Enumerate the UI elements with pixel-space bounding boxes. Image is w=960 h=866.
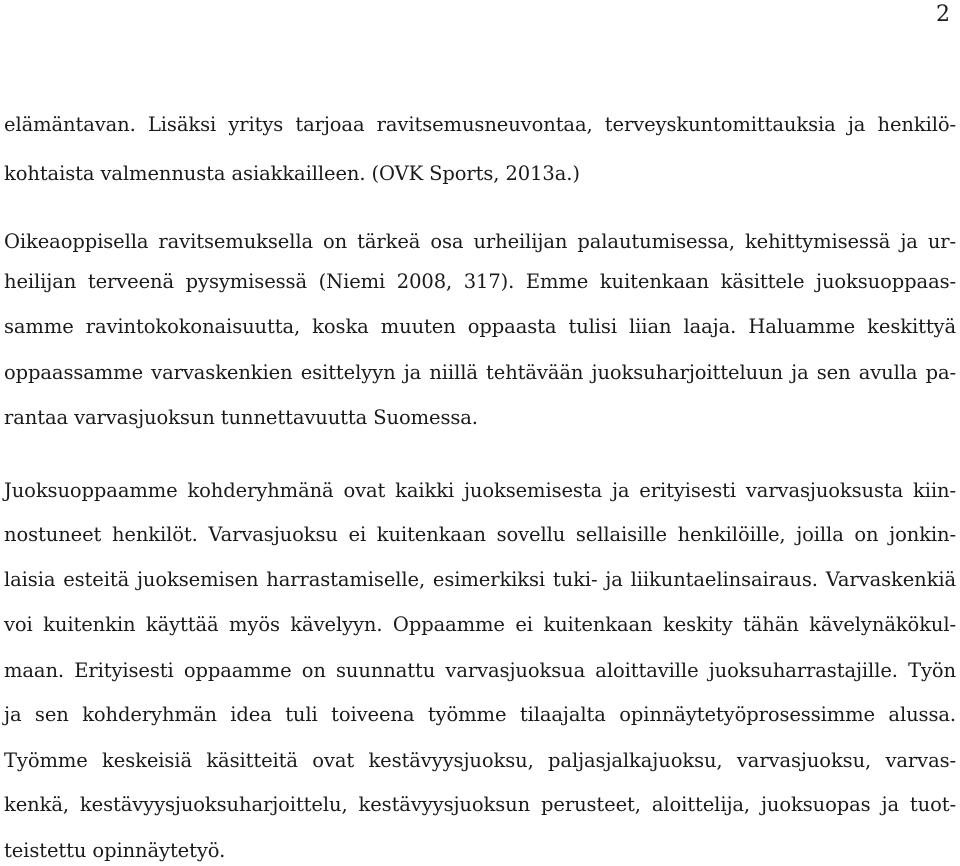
text-line: rantaa varvasjuoksun tunnettavuutta Suomessa. [4,406,478,429]
text-line: Työmme keskeisiä käsitteitä ovat kestävyysjuoksu, paljasjalkajuoksu, varvasjuoksu, varvas- [4,749,956,772]
text-line: kohtaista valmennusta asiakkailleen. (OVK Sports, 2013a.) [4,162,580,185]
text-line: Oikeaoppisella ravitsemuksella on tärkeä osa urheilijan palautumisessa, kehittymisessä ja ur- [4,230,956,253]
text-line: laisia esteitä juoksemisen harrastamiselle, esimerkiksi tuki- ja liikuntaelinsairaus. Varvaskenkiä [4,568,956,591]
text-line: kenkä, kestävyysjuoksuharjoittelu, kestävyysjuoksun perusteet, aloittelija, juoksuopas ja tuot- [4,793,956,816]
text-line: nostuneet henkilöt. Varvasjuoksu ei kuitenkaan sovellu sellaisille henkilöille, joilla on jonkin- [4,523,956,546]
text-line: heilijan terveenä pysymisessä (Niemi 2008, 317). Emme kuitenkaan käsittele juoksuoppaas- [4,270,956,293]
text-line: Juoksuoppaamme kohderyhmänä ovat kaikki juoksemisesta ja erityisesti varvasjuoksusta kiin- [4,479,956,502]
text-line: voi kuitenkin käyttää myös kävelyyn. Oppaamme ei kuitenkaan keskity tähän kävelynäkökul- [4,613,956,636]
text-line: elämäntavan. Lisäksi yritys tarjoaa ravitsemusneuvontaa, terveyskuntomittauksia ja henkilö- [4,113,956,136]
text-line: ja sen kohderyhmän idea tuli toiveena työmme tilaajalta opinnäytetyöprosessimme alussa. [4,703,956,726]
page-number: 2 [936,2,950,27]
text-line: samme ravintokokonaisuutta, koska muuten oppaasta tulisi liian laaja. Haluamme keskittyä [4,315,956,338]
text-line: teistettu opinnäytetyö. [4,839,226,862]
text-line: oppaassamme varvaskenkien esittelyyn ja niillä tehtävään juoksuharjoitteluun ja sen avulla pa- [4,361,956,384]
text-line: maan. Erityisesti oppaamme on suunnattu varvasjuoksua aloittaville juoksuharrastajille. Työn [4,659,956,682]
